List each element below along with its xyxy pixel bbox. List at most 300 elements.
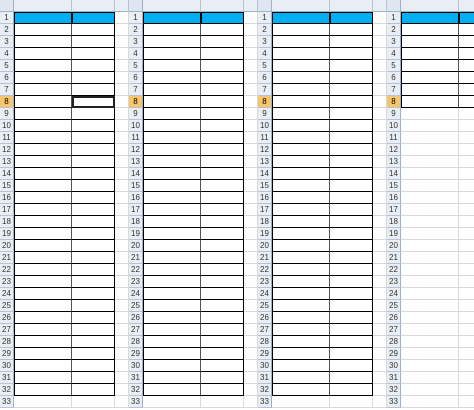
shortcut-key-cell[interactable] — [143, 48, 201, 60]
cell[interactable] — [115, 108, 129, 120]
shortcut-key-cell[interactable] — [14, 180, 72, 192]
sheet-corner[interactable] — [129, 0, 143, 12]
result-symbol-cell[interactable] — [330, 96, 373, 108]
shortcut-key-cell[interactable] — [143, 216, 201, 228]
cell[interactable] — [459, 156, 474, 168]
sheet-corner[interactable] — [258, 0, 272, 12]
cell[interactable] — [244, 192, 258, 204]
row-header[interactable]: 20 — [129, 240, 143, 252]
table-header-result[interactable] — [459, 12, 474, 24]
shortcut-key-cell[interactable] — [143, 372, 201, 384]
row-header[interactable]: 7 — [258, 84, 272, 96]
result-symbol-cell[interactable] — [72, 372, 115, 384]
result-symbol-cell[interactable] — [72, 384, 115, 396]
shortcut-key-cell[interactable] — [143, 180, 201, 192]
result-symbol-cell[interactable] — [201, 180, 244, 192]
result-symbol-cell[interactable] — [201, 108, 244, 120]
row-header[interactable]: 18 — [129, 216, 143, 228]
result-symbol-cell[interactable] — [72, 108, 115, 120]
result-symbol-cell[interactable] — [72, 252, 115, 264]
result-symbol-cell[interactable] — [201, 192, 244, 204]
result-symbol-cell[interactable] — [72, 144, 115, 156]
cell[interactable] — [459, 240, 474, 252]
shortcut-key-cell[interactable] — [143, 144, 201, 156]
result-symbol-cell[interactable] — [201, 120, 244, 132]
cell[interactable] — [115, 156, 129, 168]
cell[interactable] — [401, 264, 459, 276]
cell[interactable] — [244, 132, 258, 144]
cell[interactable] — [459, 360, 474, 372]
row-header[interactable]: 19 — [258, 228, 272, 240]
cell[interactable] — [373, 240, 387, 252]
cell[interactable] — [459, 396, 474, 408]
shortcut-key-cell[interactable] — [272, 348, 330, 360]
cell[interactable] — [373, 324, 387, 336]
result-symbol-cell[interactable] — [330, 276, 373, 288]
cell[interactable] — [373, 384, 387, 396]
row-header[interactable]: 31 — [0, 372, 14, 384]
result-symbol-cell[interactable] — [459, 60, 474, 72]
row-header[interactable]: 1 — [387, 12, 401, 24]
cell[interactable] — [373, 252, 387, 264]
result-symbol-cell[interactable] — [72, 336, 115, 348]
row-header[interactable]: 23 — [0, 276, 14, 288]
cell[interactable] — [373, 288, 387, 300]
row-header[interactable]: 30 — [0, 360, 14, 372]
table-header-key[interactable] — [272, 12, 330, 24]
row-header[interactable]: 6 — [0, 72, 14, 84]
cell[interactable] — [115, 168, 129, 180]
row-header[interactable]: 10 — [258, 120, 272, 132]
shortcut-key-cell[interactable] — [401, 24, 459, 36]
shortcut-key-cell[interactable] — [14, 252, 72, 264]
shortcut-key-cell[interactable] — [272, 108, 330, 120]
shortcut-key-cell[interactable] — [14, 144, 72, 156]
result-symbol-cell[interactable] — [201, 312, 244, 324]
result-symbol-cell[interactable] — [201, 300, 244, 312]
result-symbol-cell[interactable] — [201, 204, 244, 216]
shortcut-key-cell[interactable] — [14, 36, 72, 48]
row-header[interactable]: 28 — [258, 336, 272, 348]
shortcut-key-cell[interactable] — [14, 72, 72, 84]
cell[interactable] — [244, 288, 258, 300]
result-symbol-cell[interactable] — [201, 252, 244, 264]
result-symbol-cell[interactable] — [72, 324, 115, 336]
result-symbol-cell[interactable] — [330, 216, 373, 228]
column-header-d[interactable] — [143, 0, 201, 12]
cell[interactable] — [401, 336, 459, 348]
shortcut-key-cell[interactable] — [143, 348, 201, 360]
cell[interactable] — [72, 396, 115, 408]
shortcut-key-cell[interactable] — [143, 60, 201, 72]
result-symbol-cell[interactable] — [201, 96, 244, 108]
row-header[interactable]: 32 — [258, 384, 272, 396]
cell[interactable] — [459, 168, 474, 180]
result-symbol-cell[interactable] — [201, 36, 244, 48]
shortcut-key-cell[interactable] — [272, 192, 330, 204]
cell[interactable] — [373, 132, 387, 144]
cell[interactable] — [459, 300, 474, 312]
cell[interactable] — [143, 396, 201, 408]
table-header-result[interactable] — [330, 12, 373, 24]
row-header[interactable]: 9 — [129, 108, 143, 120]
cell[interactable] — [244, 36, 258, 48]
shortcut-key-cell[interactable] — [143, 384, 201, 396]
row-header[interactable]: 19 — [0, 228, 14, 240]
cell[interactable] — [244, 144, 258, 156]
result-symbol-cell[interactable] — [330, 324, 373, 336]
cell[interactable] — [401, 276, 459, 288]
result-symbol-cell[interactable] — [72, 120, 115, 132]
shortcut-key-cell[interactable] — [272, 24, 330, 36]
shortcut-key-cell[interactable] — [272, 312, 330, 324]
shortcut-key-cell[interactable] — [14, 60, 72, 72]
cell[interactable] — [373, 228, 387, 240]
cell[interactable] — [244, 216, 258, 228]
cell[interactable] — [401, 204, 459, 216]
shortcut-key-cell[interactable] — [272, 144, 330, 156]
shortcut-key-cell[interactable] — [272, 72, 330, 84]
shortcut-key-cell[interactable] — [14, 276, 72, 288]
row-header[interactable]: 13 — [0, 156, 14, 168]
shortcut-key-cell[interactable] — [272, 180, 330, 192]
cell[interactable] — [459, 288, 474, 300]
shortcut-key-cell[interactable] — [14, 216, 72, 228]
result-symbol-cell[interactable] — [72, 204, 115, 216]
row-header[interactable]: 24 — [129, 288, 143, 300]
row-header[interactable]: 27 — [387, 324, 401, 336]
cell[interactable] — [115, 360, 129, 372]
cell[interactable] — [244, 168, 258, 180]
cell[interactable] — [244, 312, 258, 324]
cell[interactable] — [115, 36, 129, 48]
cell[interactable] — [373, 264, 387, 276]
result-symbol-cell[interactable] — [72, 312, 115, 324]
shortcut-key-cell[interactable] — [272, 252, 330, 264]
cell[interactable] — [115, 300, 129, 312]
cell[interactable] — [115, 120, 129, 132]
result-symbol-cell[interactable] — [201, 348, 244, 360]
cell[interactable] — [401, 156, 459, 168]
row-header[interactable]: 9 — [258, 108, 272, 120]
row-header[interactable]: 20 — [258, 240, 272, 252]
shortcut-key-cell[interactable] — [272, 132, 330, 144]
row-header[interactable]: 13 — [258, 156, 272, 168]
row-header[interactable]: 6 — [129, 72, 143, 84]
result-symbol-cell[interactable] — [330, 72, 373, 84]
row-header[interactable]: 19 — [129, 228, 143, 240]
cell[interactable] — [115, 132, 129, 144]
shortcut-key-cell[interactable] — [401, 72, 459, 84]
column-header-a[interactable] — [14, 0, 72, 12]
cell[interactable] — [115, 348, 129, 360]
result-symbol-cell[interactable] — [201, 168, 244, 180]
row-header[interactable]: 29 — [258, 348, 272, 360]
row-header[interactable]: 2 — [0, 24, 14, 36]
shortcut-key-cell[interactable] — [272, 276, 330, 288]
cell[interactable] — [373, 360, 387, 372]
row-header[interactable]: 28 — [0, 336, 14, 348]
cell[interactable] — [272, 396, 330, 408]
result-symbol-cell[interactable] — [201, 156, 244, 168]
cell[interactable] — [115, 240, 129, 252]
cell[interactable] — [401, 312, 459, 324]
row-header[interactable]: 24 — [258, 288, 272, 300]
row-header[interactable]: 11 — [0, 132, 14, 144]
cell[interactable] — [459, 312, 474, 324]
shortcut-key-cell[interactable] — [143, 96, 201, 108]
cell[interactable] — [459, 348, 474, 360]
cell[interactable] — [244, 12, 258, 24]
row-header[interactable]: 27 — [129, 324, 143, 336]
row-header[interactable]: 17 — [387, 204, 401, 216]
table-header-key[interactable] — [401, 12, 459, 24]
shortcut-key-cell[interactable] — [272, 384, 330, 396]
shortcut-key-cell[interactable] — [14, 348, 72, 360]
shortcut-key-cell[interactable] — [143, 312, 201, 324]
row-header[interactable]: 25 — [258, 300, 272, 312]
row-header[interactable]: 11 — [129, 132, 143, 144]
shortcut-key-cell[interactable] — [14, 264, 72, 276]
row-header[interactable]: 14 — [258, 168, 272, 180]
shortcut-key-cell[interactable] — [14, 228, 72, 240]
shortcut-key-cell[interactable] — [272, 156, 330, 168]
row-header[interactable]: 22 — [129, 264, 143, 276]
row-header[interactable]: 14 — [129, 168, 143, 180]
cell[interactable] — [115, 48, 129, 60]
shortcut-key-cell[interactable] — [272, 48, 330, 60]
column-header-h[interactable] — [330, 0, 373, 12]
cell[interactable] — [244, 96, 258, 108]
cell[interactable] — [373, 144, 387, 156]
cell[interactable] — [373, 396, 387, 408]
cell[interactable] — [373, 36, 387, 48]
result-symbol-cell[interactable] — [330, 36, 373, 48]
cell[interactable] — [373, 12, 387, 24]
result-symbol-cell[interactable] — [72, 180, 115, 192]
row-header[interactable]: 2 — [129, 24, 143, 36]
row-header[interactable]: 14 — [387, 168, 401, 180]
cell[interactable] — [401, 324, 459, 336]
cell[interactable] — [373, 348, 387, 360]
row-header[interactable]: 31 — [258, 372, 272, 384]
cell[interactable] — [401, 228, 459, 240]
result-symbol-cell[interactable] — [330, 360, 373, 372]
row-header[interactable]: 8 — [0, 96, 14, 108]
cell[interactable] — [115, 180, 129, 192]
shortcut-key-cell[interactable] — [143, 72, 201, 84]
cell[interactable] — [373, 48, 387, 60]
row-header[interactable]: 9 — [387, 108, 401, 120]
cell[interactable] — [459, 336, 474, 348]
cell[interactable] — [244, 228, 258, 240]
cell[interactable] — [115, 324, 129, 336]
row-header[interactable]: 6 — [258, 72, 272, 84]
row-header[interactable]: 8 — [258, 96, 272, 108]
cell[interactable] — [401, 240, 459, 252]
row-header[interactable]: 8 — [387, 96, 401, 108]
cell[interactable] — [115, 204, 129, 216]
cell[interactable] — [244, 60, 258, 72]
row-header[interactable]: 11 — [387, 132, 401, 144]
row-header[interactable]: 3 — [258, 36, 272, 48]
row-header[interactable]: 22 — [258, 264, 272, 276]
shortcut-key-cell[interactable] — [14, 84, 72, 96]
cell[interactable] — [373, 192, 387, 204]
row-header[interactable]: 10 — [129, 120, 143, 132]
result-symbol-cell[interactable] — [330, 180, 373, 192]
cell[interactable] — [244, 324, 258, 336]
cell[interactable] — [244, 72, 258, 84]
shortcut-key-cell[interactable] — [14, 132, 72, 144]
row-header[interactable]: 17 — [258, 204, 272, 216]
shortcut-key-cell[interactable] — [272, 288, 330, 300]
row-header[interactable]: 26 — [258, 312, 272, 324]
shortcut-key-cell[interactable] — [401, 84, 459, 96]
column-header-g[interactable] — [272, 0, 330, 12]
result-symbol-cell[interactable] — [201, 216, 244, 228]
row-header[interactable]: 32 — [129, 384, 143, 396]
result-symbol-cell[interactable] — [201, 276, 244, 288]
shortcut-key-cell[interactable] — [143, 168, 201, 180]
row-header[interactable]: 28 — [387, 336, 401, 348]
result-symbol-cell[interactable] — [330, 228, 373, 240]
row-header[interactable]: 7 — [387, 84, 401, 96]
row-header[interactable]: 7 — [0, 84, 14, 96]
result-symbol-cell[interactable] — [330, 300, 373, 312]
cell[interactable] — [244, 48, 258, 60]
shortcut-key-cell[interactable] — [143, 324, 201, 336]
result-symbol-cell[interactable] — [72, 288, 115, 300]
row-header[interactable]: 30 — [258, 360, 272, 372]
result-symbol-cell[interactable] — [72, 360, 115, 372]
cell[interactable] — [401, 132, 459, 144]
cell[interactable] — [373, 168, 387, 180]
cell[interactable] — [401, 396, 459, 408]
result-symbol-cell[interactable] — [201, 48, 244, 60]
shortcut-key-cell[interactable] — [14, 360, 72, 372]
shortcut-key-cell[interactable] — [272, 96, 330, 108]
cell[interactable] — [373, 372, 387, 384]
shortcut-key-cell[interactable] — [272, 36, 330, 48]
row-header[interactable]: 13 — [129, 156, 143, 168]
result-symbol-cell[interactable] — [330, 144, 373, 156]
shortcut-key-cell[interactable] — [272, 372, 330, 384]
cell[interactable] — [459, 264, 474, 276]
cell[interactable] — [115, 384, 129, 396]
row-header[interactable]: 17 — [129, 204, 143, 216]
row-header[interactable]: 4 — [0, 48, 14, 60]
row-header[interactable]: 8 — [129, 96, 143, 108]
row-header[interactable]: 17 — [0, 204, 14, 216]
shortcut-key-cell[interactable] — [14, 336, 72, 348]
cell[interactable] — [459, 132, 474, 144]
result-symbol-cell[interactable] — [72, 300, 115, 312]
cell[interactable] — [115, 12, 129, 24]
row-header[interactable]: 30 — [387, 360, 401, 372]
result-symbol-cell[interactable] — [330, 312, 373, 324]
result-symbol-cell[interactable] — [330, 192, 373, 204]
shortcut-key-cell[interactable] — [143, 120, 201, 132]
row-header[interactable]: 15 — [387, 180, 401, 192]
cell[interactable] — [244, 252, 258, 264]
row-header[interactable]: 16 — [0, 192, 14, 204]
result-symbol-cell[interactable] — [201, 384, 244, 396]
shortcut-key-cell[interactable] — [14, 204, 72, 216]
cell[interactable] — [373, 72, 387, 84]
result-symbol-cell[interactable] — [330, 372, 373, 384]
row-header[interactable]: 10 — [0, 120, 14, 132]
row-header[interactable]: 5 — [0, 60, 14, 72]
cell[interactable] — [459, 252, 474, 264]
cell[interactable] — [115, 216, 129, 228]
result-symbol-cell[interactable] — [72, 192, 115, 204]
shortcut-key-cell[interactable] — [14, 192, 72, 204]
row-header[interactable]: 14 — [0, 168, 14, 180]
cell[interactable] — [244, 348, 258, 360]
row-header[interactable]: 6 — [387, 72, 401, 84]
shortcut-key-cell[interactable] — [14, 288, 72, 300]
table-header-key[interactable] — [14, 12, 72, 24]
result-symbol-cell[interactable] — [459, 48, 474, 60]
cell[interactable] — [244, 300, 258, 312]
shortcut-key-cell[interactable] — [143, 264, 201, 276]
cell[interactable] — [244, 264, 258, 276]
cell[interactable] — [401, 348, 459, 360]
cell[interactable] — [330, 396, 373, 408]
shortcut-key-cell[interactable] — [143, 276, 201, 288]
cell[interactable] — [115, 84, 129, 96]
result-symbol-cell[interactable] — [201, 324, 244, 336]
row-header[interactable]: 4 — [387, 48, 401, 60]
shortcut-key-cell[interactable] — [272, 360, 330, 372]
cell[interactable] — [244, 372, 258, 384]
row-header[interactable]: 20 — [387, 240, 401, 252]
column-header-i[interactable] — [373, 0, 387, 12]
shortcut-key-cell[interactable] — [14, 156, 72, 168]
result-symbol-cell[interactable] — [201, 60, 244, 72]
result-symbol-cell[interactable] — [72, 240, 115, 252]
result-symbol-cell[interactable] — [201, 336, 244, 348]
sheet-corner[interactable] — [387, 0, 401, 12]
shortcut-key-cell[interactable] — [14, 312, 72, 324]
row-header[interactable]: 23 — [258, 276, 272, 288]
result-symbol-cell[interactable] — [72, 132, 115, 144]
column-header-b[interactable] — [72, 0, 115, 12]
column-header-k[interactable] — [459, 0, 474, 12]
cell[interactable] — [459, 180, 474, 192]
row-header[interactable]: 12 — [258, 144, 272, 156]
result-symbol-cell[interactable] — [201, 264, 244, 276]
result-symbol-cell[interactable] — [201, 372, 244, 384]
row-header[interactable]: 25 — [129, 300, 143, 312]
cell[interactable] — [401, 384, 459, 396]
row-header[interactable]: 23 — [387, 276, 401, 288]
cell[interactable] — [459, 276, 474, 288]
cell[interactable] — [115, 396, 129, 408]
row-header[interactable]: 19 — [387, 228, 401, 240]
cell[interactable] — [401, 360, 459, 372]
shortcut-key-cell[interactable] — [272, 204, 330, 216]
result-symbol-cell[interactable] — [330, 348, 373, 360]
row-header[interactable]: 12 — [387, 144, 401, 156]
row-header[interactable]: 33 — [387, 396, 401, 408]
result-symbol-cell[interactable] — [72, 348, 115, 360]
row-header[interactable]: 25 — [0, 300, 14, 312]
row-header[interactable]: 26 — [0, 312, 14, 324]
cell[interactable] — [115, 336, 129, 348]
shortcut-key-cell[interactable] — [401, 36, 459, 48]
